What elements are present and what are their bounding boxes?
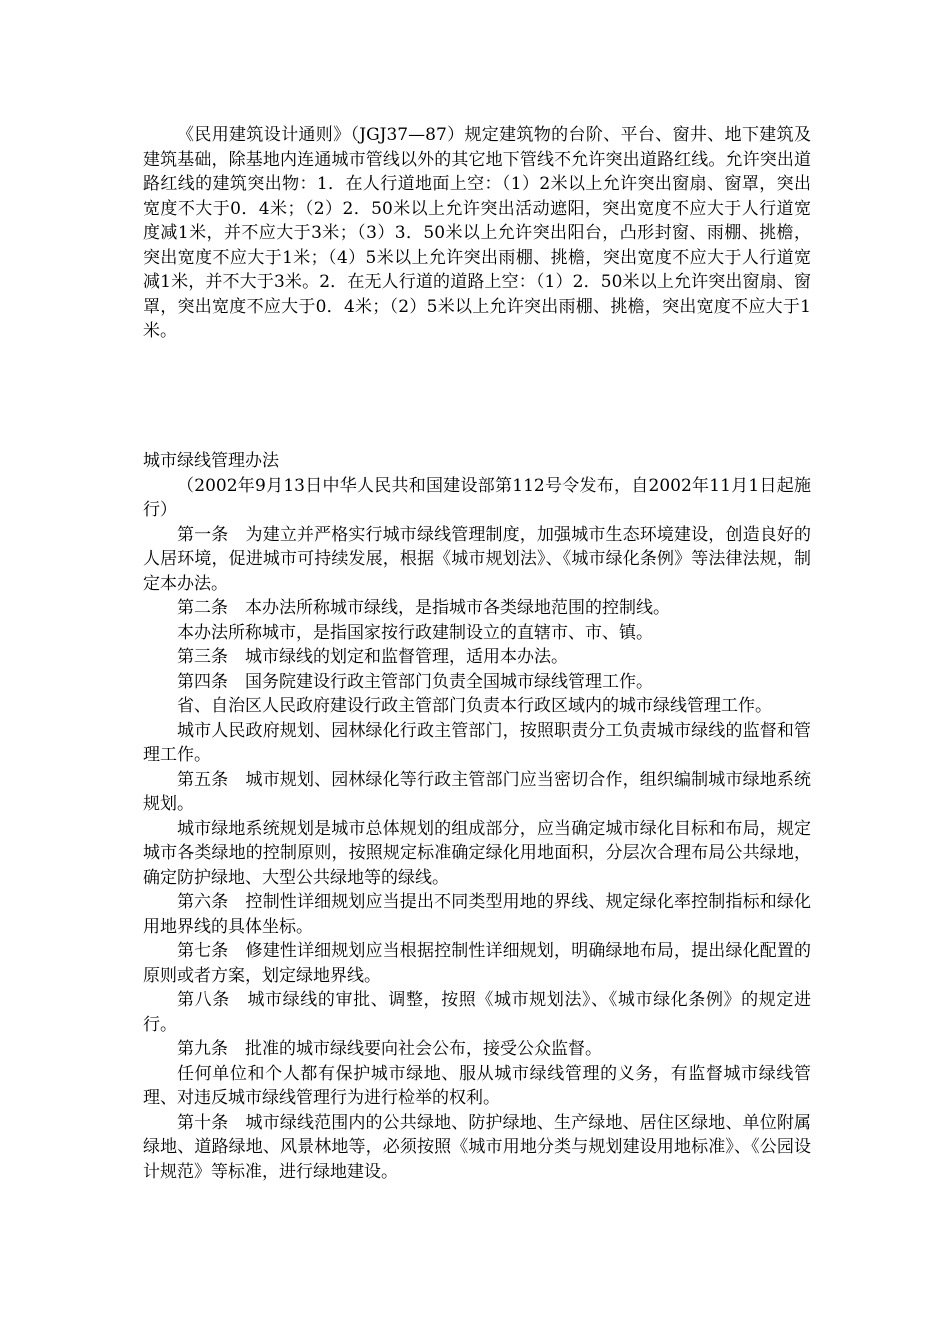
article-paragraph: 第十条 城市绿线范围内的公共绿地、防护绿地、生产绿地、居住区绿地、单位附属绿地、道路绿地、风景林地等，必须按照《城市用地分类与规划建设用地标准》、《公园设计规范》等标准，进行绿地建设。 <box>143 1112 811 1182</box>
article-paragraph: 任何单位和个人都有保护城市绿地、服从城市绿线管理的义务，有监督城市绿线管理、对违反城市绿线管理行为进行检举的权利。 <box>143 1063 811 1108</box>
article-paragraph: 城市绿地系统规划是城市总体规划的组成部分，应当确定城市绿化目标和布局，规定城市各类绿地的控制原则，按照规定标准确定绿化用地面积，分层次合理布局公共绿地，确定防护绿地、大型公共绿地等的绿线。 <box>143 818 811 888</box>
article-paragraph: 第一条 为建立并严格实行城市绿线管理制度，加强城市生态环境建设，创造良好的人居环境，促进城市可持续发展，根据《城市规划法》、《城市绿化条例》等法律法规，制定本办法。 <box>143 524 811 594</box>
article-paragraph: 第四条 国务院建设行政主管部门负责全国城市绿线管理工作。 <box>177 671 653 692</box>
article-paragraph: 第三条 城市绿线的划定和监督管理，适用本办法。 <box>177 647 568 667</box>
regulation-subtitle: （2002年9月13日中华人民共和国建设部第112号令发布，自2002年11月1日起施行） <box>143 475 811 520</box>
regulation-title: 城市绿线管理办法 <box>143 451 279 471</box>
article-paragraph: 本办法所称城市，是指国家按行政建制设立的直辖市、市、镇。 <box>177 622 653 643</box>
green-line-regulation-section <box>143 449 811 1184</box>
article-paragraph: 城市人民政府规划、园林绿化行政主管部门，按照职责分工负责城市绿线的监督和管理工作。 <box>143 720 811 765</box>
article-paragraph: 第六条 控制性详细规划应当提出不同类型用地的界线、规定绿化率控制指标和绿化用地界线的具体坐标。 <box>143 892 811 937</box>
article-paragraph: 第七条 修建性详细规划应当根据控制性详细规划，明确绿地布局，提出绿化配置的原则或者方案，划定绿地界线。 <box>143 941 811 986</box>
article-paragraph: 第九条 批准的城市绿线要向社会公布，接受公众监督。 <box>177 1039 602 1059</box>
article-paragraph: 省、自治区人民政府建设行政主管部门负责本行政区域内的城市绿线管理工作。 <box>177 696 772 716</box>
article-paragraph: 第二条 本办法所称城市绿线，是指城市各类绿地范围的控制线。 <box>177 598 670 618</box>
article-paragraph: 第五条 城市规划、园林绿化等行政主管部门应当密切合作，组织编制城市绿地系统规划。 <box>143 769 811 814</box>
article-paragraph: 第八条 城市绿线的审批、调整，按照《城市规划法》、《城市绿化条例》的规定进行。 <box>143 990 811 1035</box>
intro-paragraph: 《民用建筑设计通则》（JGJ37—87）规定建筑物的台阶、平台、窗井、地下建筑及建筑基础，除基地内连通城市管线以外的其它地下管线不允许突出道路红线。允许突出道路红线的建筑突出物：1．在人行道地面上空：（1）2米以上允许突出窗扇、窗罩，突出宽度不大于0．4米；（2）2．50米以上允许突出活动遮阳，突出宽度不应大于人行道宽度减1米，并不应大于3米；（3）3．50米以上允许突出阳台，凸形封窗、雨棚、挑檐，突出宽度不应大于1米；（4）5米以上允许突出雨棚、挑檐，突出宽度不应大于人行道宽减1米，并不大于3米。2．在无人行道的道路上空：（1）2．50米以上允许突出窗扇、窗罩，突出宽度不应大于0．4米；（2）5米以上允许突出雨棚、挑檐，突出宽度不应大于1米。 <box>143 125 811 341</box>
intro-section <box>143 123 811 344</box>
